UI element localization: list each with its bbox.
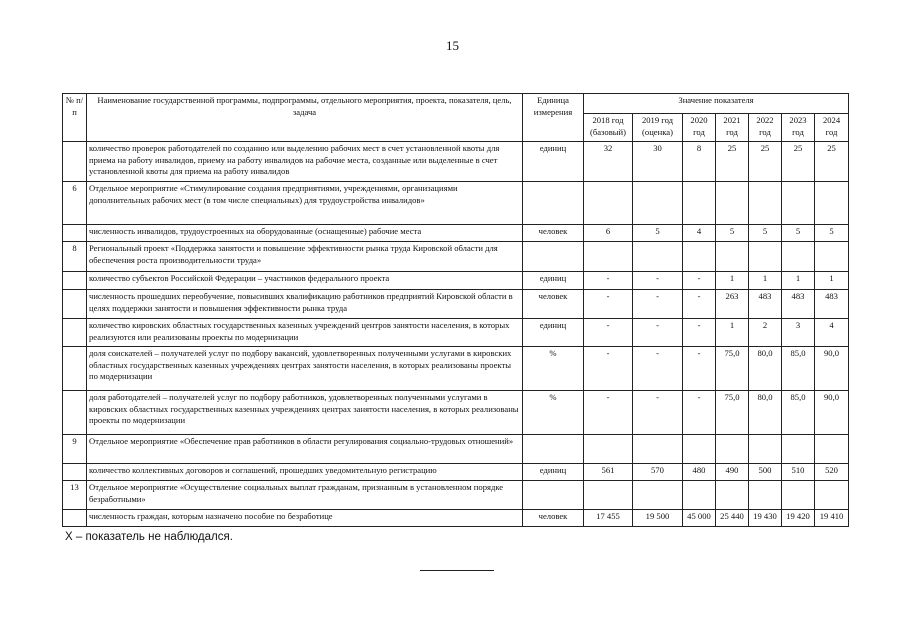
row-name: количество субъектов Российской Федерации – участников федерального проекта: [87, 272, 523, 290]
row-unit: %: [523, 391, 584, 435]
header-year: 2024 год: [815, 114, 849, 142]
row-value: 490: [716, 464, 749, 481]
row-unit: человек: [523, 225, 584, 242]
row-unit: единиц: [523, 464, 584, 481]
row-value: [749, 182, 782, 225]
header-year: 2022 год: [749, 114, 782, 142]
row-value: [815, 481, 849, 510]
row-value: 75,0: [716, 391, 749, 435]
table-row: [63, 347, 849, 391]
row-unit: единиц: [523, 272, 584, 290]
row-value: [633, 481, 683, 510]
row-value: [815, 182, 849, 225]
row-num: 8: [63, 242, 87, 272]
row-value: 19 420: [782, 510, 815, 527]
row-value: 4: [683, 225, 716, 242]
row-value: 510: [782, 464, 815, 481]
table-row: [63, 510, 849, 527]
row-value: [749, 481, 782, 510]
row-value: -: [633, 319, 683, 347]
row-value: 483: [815, 290, 849, 319]
row-value: 1: [749, 272, 782, 290]
row-value: [584, 242, 633, 272]
row-value: -: [683, 272, 716, 290]
row-value: 25: [815, 142, 849, 182]
row-name: численность граждан, которым назначено пособие по безработице: [87, 510, 523, 527]
row-value: 1: [716, 319, 749, 347]
row-value: 520: [815, 464, 849, 481]
row-value: 32: [584, 142, 633, 182]
table-row: [63, 481, 849, 510]
row-num: [63, 510, 87, 527]
row-value: -: [633, 290, 683, 319]
row-value: [683, 182, 716, 225]
row-value: 1: [782, 272, 815, 290]
row-unit: [523, 182, 584, 225]
row-num: [63, 225, 87, 242]
row-value: [782, 435, 815, 464]
row-value: [782, 242, 815, 272]
table-row: [63, 182, 849, 225]
footer-divider: [420, 570, 494, 571]
row-value: [584, 435, 633, 464]
row-value: 1: [815, 272, 849, 290]
row-value: -: [683, 290, 716, 319]
row-num: 6: [63, 182, 87, 225]
row-name: Отдельное мероприятие «Осуществление социальных выплат гражданам, признанным в установленном порядке безработными»: [87, 481, 523, 510]
row-value: [749, 242, 782, 272]
header-year: 2023 год: [782, 114, 815, 142]
row-value: 480: [683, 464, 716, 481]
row-name: численность прошедших переобучение, повысивших квалификацию работников предприятий Кировской области в целях поддержки занятости и повышения эффективности рынка труда: [87, 290, 523, 319]
header-year: 2018 год (базовый): [584, 114, 633, 142]
row-value: 25: [749, 142, 782, 182]
row-value: 4: [815, 319, 849, 347]
header-value-group: Значение показателя: [584, 94, 849, 114]
row-value: [716, 435, 749, 464]
header-num: № п/п: [63, 94, 87, 142]
row-value: 85,0: [782, 347, 815, 391]
row-num: [63, 391, 87, 435]
row-name: доля соискателей – получателей услуг по подбору вакансий, удовлетворенных полученными услугами в кировских областных государственных казенных учреждениях центрах занятости населения, в которых реализованы проекты по модернизации: [87, 347, 523, 391]
header-name: Наименование государственной программы, подпрограммы, отдельного мероприятия, проекта, показателя, цель, задача: [87, 94, 523, 142]
row-value: 17 455: [584, 510, 633, 527]
row-value: 2: [749, 319, 782, 347]
row-value: [815, 242, 849, 272]
row-unit: [523, 435, 584, 464]
row-num: [63, 142, 87, 182]
header-unit: Единица измерения: [523, 94, 584, 142]
row-value: 19 430: [749, 510, 782, 527]
row-value: 5: [815, 225, 849, 242]
row-value: 25: [716, 142, 749, 182]
row-value: [584, 182, 633, 225]
row-value: -: [683, 391, 716, 435]
table-row: [63, 319, 849, 347]
row-value: 25: [782, 142, 815, 182]
row-value: -: [633, 272, 683, 290]
row-value: [683, 481, 716, 510]
table-row: [63, 272, 849, 290]
row-value: 5: [782, 225, 815, 242]
row-name: Отдельное мероприятие «Стимулирование создания предприятиями, учреждениями, организациями дополнительных рабочих мест (в том числе специальных) для трудоустройства инвалидов»: [87, 182, 523, 225]
row-unit: единиц: [523, 142, 584, 182]
row-value: 6: [584, 225, 633, 242]
row-value: 570: [633, 464, 683, 481]
row-value: 5: [749, 225, 782, 242]
row-value: [683, 435, 716, 464]
row-name: Отдельное мероприятие «Обеспечение прав работников в области регулирования социально-трудовых отношений»: [87, 435, 523, 464]
row-value: -: [683, 319, 716, 347]
row-value: 90,0: [815, 391, 849, 435]
table-row: [63, 225, 849, 242]
row-value: 263: [716, 290, 749, 319]
row-value: -: [683, 347, 716, 391]
row-value: -: [584, 391, 633, 435]
row-value: -: [584, 347, 633, 391]
row-value: 85,0: [782, 391, 815, 435]
row-value: [716, 242, 749, 272]
row-value: [584, 481, 633, 510]
row-value: 5: [716, 225, 749, 242]
row-unit: %: [523, 347, 584, 391]
row-unit: единиц: [523, 319, 584, 347]
row-name: количество проверок работодателей по созданию или выделению рабочих мест в счет установленной квоты для приема на работу инвалидов, приему на работу инвалидов на рабочие места, созданные или выделенные в счет установленной квоты для приема на работу инвалидов: [87, 142, 523, 182]
row-value: 8: [683, 142, 716, 182]
row-value: [633, 435, 683, 464]
row-value: [683, 242, 716, 272]
row-unit: человек: [523, 290, 584, 319]
row-value: [782, 481, 815, 510]
header-year: 2020 год: [683, 114, 716, 142]
row-value: -: [584, 319, 633, 347]
table-row: [63, 464, 849, 481]
row-num: [63, 464, 87, 481]
row-value: 483: [782, 290, 815, 319]
row-value: 45 000: [683, 510, 716, 527]
row-unit: [523, 242, 584, 272]
row-num: 13: [63, 481, 87, 510]
row-value: 80,0: [749, 347, 782, 391]
table-row: [63, 142, 849, 182]
row-value: 19 410: [815, 510, 849, 527]
row-name: количество кировских областных государственных казенных учреждений центров занятости населения, в которых реализуются или реализованы проекты по модернизации: [87, 319, 523, 347]
footnote: Х – показатель не наблюдался.: [65, 531, 233, 543]
page-number: 15: [446, 38, 459, 53]
row-name: количество коллективных договоров и соглашений, прошедших уведомительную регистрацию: [87, 464, 523, 481]
row-value: 19 500: [633, 510, 683, 527]
row-value: [633, 182, 683, 225]
row-value: 80,0: [749, 391, 782, 435]
header-year: 2019 год (оценка): [633, 114, 683, 142]
row-value: -: [584, 290, 633, 319]
row-unit: [523, 481, 584, 510]
row-name: доля работодателей – получателей услуг по подбору работников, удовлетворенных полученными услугами в кировских областных государственных казенных учреждениях центрах занятости населения, в которых реализованы проекты по модернизации: [87, 391, 523, 435]
table-row: [63, 242, 849, 272]
row-unit: человек: [523, 510, 584, 527]
row-value: 561: [584, 464, 633, 481]
row-value: -: [584, 272, 633, 290]
row-num: [63, 272, 87, 290]
row-value: [782, 182, 815, 225]
row-num: [63, 347, 87, 391]
table-row: [63, 391, 849, 435]
row-value: [815, 435, 849, 464]
row-value: 25 440: [716, 510, 749, 527]
row-value: -: [633, 347, 683, 391]
row-value: 3: [782, 319, 815, 347]
row-value: 483: [749, 290, 782, 319]
table-row: [63, 435, 849, 464]
header-year: 2021 год: [716, 114, 749, 142]
row-value: 5: [633, 225, 683, 242]
row-value: [716, 182, 749, 225]
row-value: 30: [633, 142, 683, 182]
row-num: [63, 319, 87, 347]
row-value: 1: [716, 272, 749, 290]
row-value: -: [633, 391, 683, 435]
row-value: [633, 242, 683, 272]
table-row: [63, 290, 849, 319]
row-value: [749, 435, 782, 464]
row-value: 75,0: [716, 347, 749, 391]
indicators-table: [62, 93, 849, 527]
row-num: 9: [63, 435, 87, 464]
row-value: [716, 481, 749, 510]
row-value: 90,0: [815, 347, 849, 391]
row-value: 500: [749, 464, 782, 481]
row-num: [63, 290, 87, 319]
row-name: численность инвалидов, трудоустроенных на оборудованные (оснащенные) рабочие места: [87, 225, 523, 242]
row-name: Региональный проект «Поддержка занятости и повышение эффективности рынка труда Кировской области для обеспечения роста производительности труда»: [87, 242, 523, 272]
